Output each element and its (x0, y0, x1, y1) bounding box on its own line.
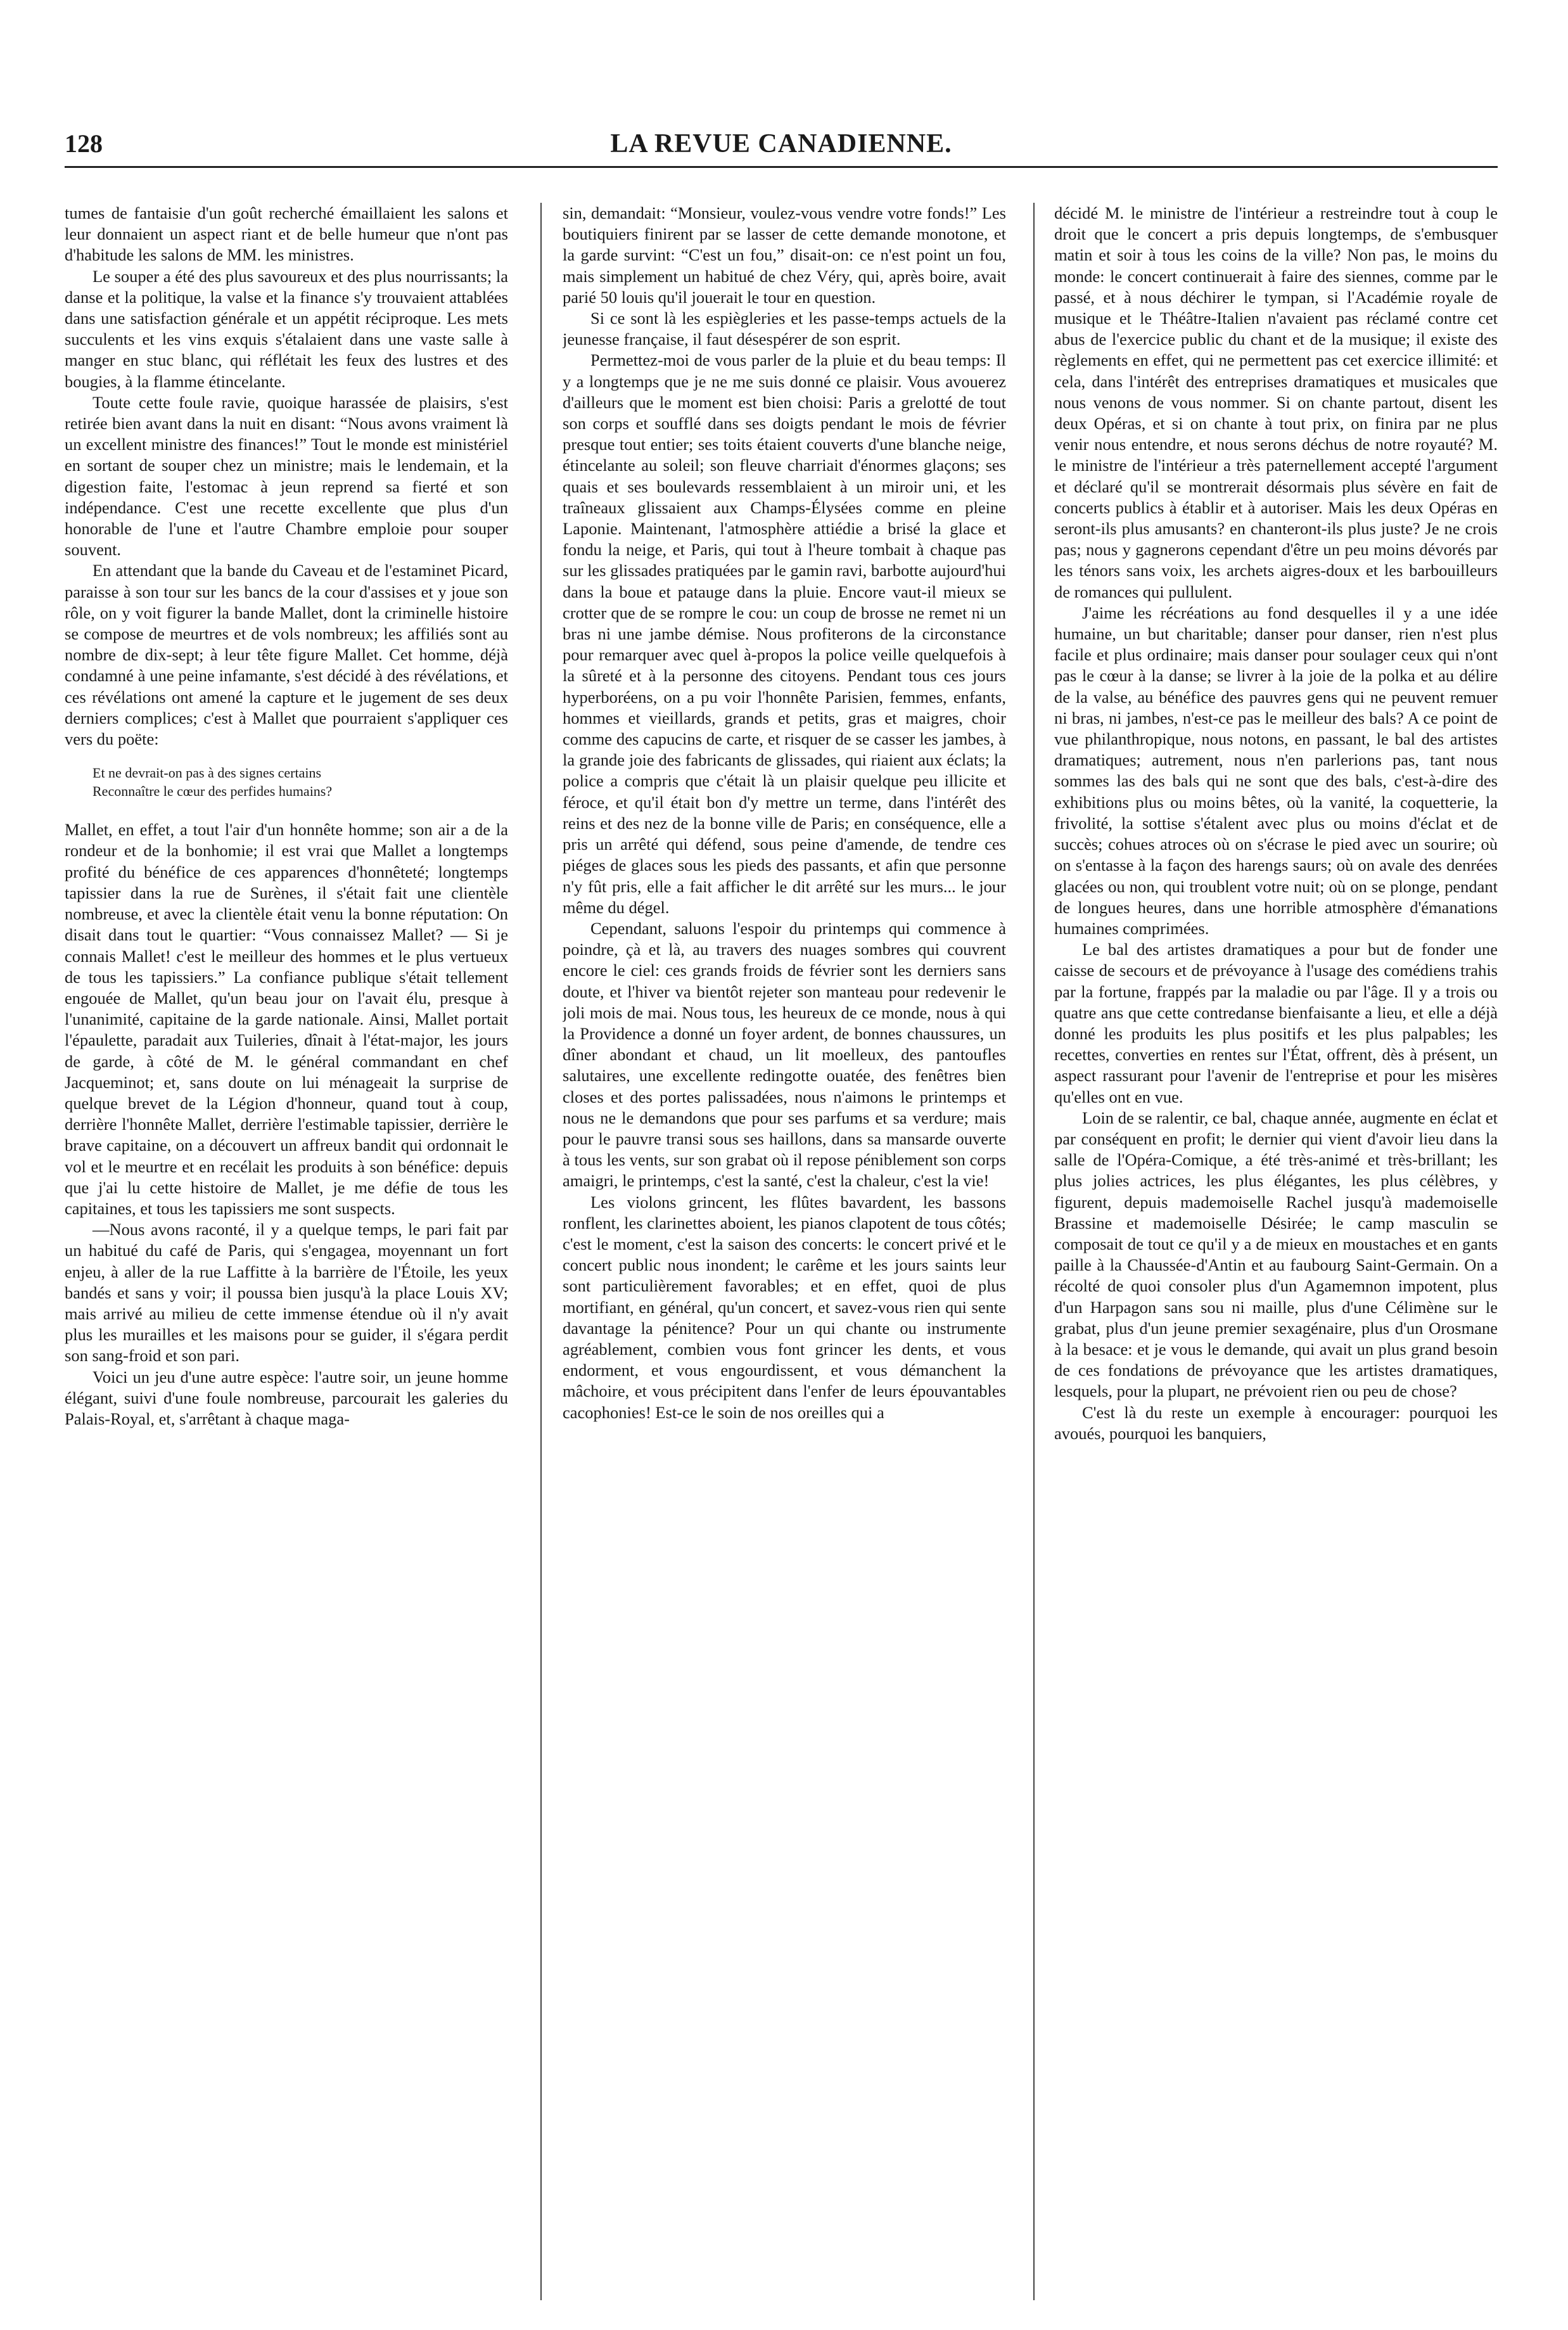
text-column-2 (563, 203, 1006, 2307)
paragraph: Voici un jeu d'une autre espèce: l'autre soir, un jeune homme élégant, suivi d'une foule nombreuse, parcourait les galeries du Palais-Royal, et, s'arrêtant à chaque maga- (65, 1367, 508, 1428)
column-divider (1033, 203, 1035, 2300)
paragraph: Les violons grincent, les flûtes bavardent, les bassons ronflent, les clarinettes aboient, les pianos clapotent de tous côtés; c'est le moment, c'est la saison des concerts: le concert privé et le concert public nous inondent; le carême et les jours saints leur sont particulièrement favorables; et en effet, quoi de plus mortifiant, en général, qu'un concert, et savez-vous rien qui sente davantage la pénitence? Pour un qui chante ou instrumente agréablement, combien vous font grincer les dents, et vous endorment, et vous engourdissent, et vous démanchent la mâchoire, et vous précipitent dans l'enfer de leurs épouvantables cacophonies! Est-ce le soin de nos oreilles qui a (563, 1192, 1006, 1422)
verse-line: Et ne devrait-on pas à des signes certains (92, 765, 322, 781)
paragraph: Loin de se ralentir, ce bal, chaque année, augmente en éclat et par conséquent en profit; le dernier qui vient d'avoir lieu dans la salle de l'Opéra-Comique, a été très-animé et très-brillant; les plus jolies actrices, les plus élégantes, les plus célèbres, y figurent, depuis mademoiselle Rachel jusqu'à mademoiselle Brassine et mademoiselle Désirée; le camp masculin se composait de tout ce qu'il y a de mieux en moustaches et en gants paille à la Chaussée-d'Antin et au faubourg Saint-Germain. On a récolté de quoi consoler plus d'un Agamemnon impotent, plus d'un Harpagon sans sou ni maille, plus d'une Célimène sur le grabat, plus d'un jeune premier sexagénaire, plus d'un Orosmane à la besace: et je vous le demande, qui avait un plus grand besoin de ces fondations de prévoyance que les artistes dramatiques, lesquels, pour la plupart, ne prévoient rien ou peu de chose? (1054, 1108, 1498, 1401)
paragraph: Toute cette foule ravie, quoique harassée de plaisirs, s'est retirée bien avant dans la nuit en disant: “Nous avons vraiment là un excellent ministre des finances!” Tout le monde est ministériel en sortant de souper chez un ministre; mais le lendemain, et la digestion faite, l'estomac à jeun reprend sa fierté et son indépendance. C'est une recette excellente que plus d'un honorable de l'une et l'autre Chambre emploie pour souper souvent. (65, 392, 508, 560)
paragraph: Si ce sont là les espiègleries et les passe-temps actuels de la jeunesse française, il faut désespérer de son esprit. (563, 309, 1006, 349)
page-header (65, 129, 1498, 160)
paragraph: Mallet, en effet, a tout l'air d'un honnête homme; son air a de la rondeur et de la bonhomie; il est vrai que Mallet a longtemps profité du bénéfice de ces apparences d'honnêteté; longtemps tapissier dans la rue de Surènes, il s'était fait une clientèle nombreuse, et avec la clientèle était venu la bonne réputation: On disait dans tout le quartier: “Vous connaissez Mallet? — Si je connais Mallet! c'est le meilleur des hommes et le plus vertueux de tous les tapissiers.” La confiance publique s'était tellement engouée de Mallet, qu'un beau jour on l'avait élu, presque à l'unanimité, capitaine de la garde nationale. Ainsi, Mallet portait l'épaulette, paradait aux Tuileries, dînait à l'état-major, les jours de garde, à côté de M. le général commandant en chef Jacqueminot; et, sans doute on lui ménageait la surprise de quelque brevet de la Légion d'honneur, quand tout à coup, derrière l'honnête Mallet, derrière l'estimable tapissier, derrière le brave capitaine, on a découvert un affreux bandit qui ordonnait le vol et le meurtre et en recélait les produits à son bénéfice: depuis que j'ai lu cette histoire de Mallet, je me défie de tous les capitaines, et tous les tapissiers me sont suspects. (65, 820, 508, 1218)
page-number: 128 (65, 129, 103, 158)
text-column-1 (65, 203, 508, 2307)
verse-quote (65, 764, 508, 800)
paragraph: Permettez-moi de vous parler de la pluie et du beau temps: Il y a longtemps que je ne me suis donné ce plaisir. Vous avouerez d'ailleurs que le moment est bien choisi: Paris a grelotté de tout son corps et soufflé dans ses doigts pendant le mois de février presque tout entier; ses toits étaient couverts d'une blanche neige, étincelante au soleil; son fleuve charriait d'énormes glaçons; ses quais et ses boulevards ressemblaient à un miroir uni, et les traîneaux glissaient aux Champs-Élysées comme en pleine Laponie. Maintenant, l'atmosphère attiédie a brisé la glace et fondu la neige, et Paris, qui tout à l'heure tombait à chaque pas sur les glissades pratiquées par le gamin ravi, barbotte aujourd'hui dans la boue et patauge dans la pluie. Encore vaut-il mieux se crotter que de se rompre le cou: un coup de brosse ne remet ni un bras ni une jambe démise. Nous profiterons de la circonstance pour remarquer avec quel à-propos la police veille quelquefois à la sûreté et à la personne des citoyens. Pendant tous ces jours hyperboréens, on a pu voir l'honnête Parisien, femmes, enfants, hommes et vieillards, grands et petits, gras et maigres, choir comme des capucins de carte, et risquer de se casser les jambes, à la grande joie des fabricants de glissades, qui riaient aux éclats; la police a compris que c'était là un plaisir quelque peu illicite et féroce, et qu'il était bon d'y mettre un terme, dans l'intérêt des reins et des nez de la bonne ville de Paris; en conséquence, elle a pris un arrêté qui défend, sous peine d'amende, de tendre ces piéges de glaces sous les pieds des passants, et afin que personne n'y fût pris, elle a fait afficher le dit arrêté sur les murs... le jour même du dégel. (563, 350, 1006, 917)
header-rule (65, 166, 1498, 168)
verse-line: Reconnaître le cœur des perfides humains? (92, 783, 333, 800)
text-column-3 (1054, 203, 1498, 2307)
paragraph: sin, demandait: “Monsieur, voulez-vous vendre votre fonds!” Les boutiquiers finirent par se lasser de cette demande monotone, et la garde survint: “C'est un fou,” disait-on: ce n'est point un fou, mais simplement un habitué de chez Véry, qui, après boire, avait parié 50 louis qu'il jouerait le tour en question. (563, 203, 1006, 307)
paragraph: tumes de fantaisie d'un goût recherché émaillaient les salons et leur donnaient un aspect riant et de belle humeur que n'ont pas d'habitude les salons de MM. les ministres. (65, 203, 508, 265)
paragraph: En attendant que la bande du Caveau et de l'estaminet Picard, paraisse à son tour sur les bancs de la cour d'assises et y joue son rôle, on y voit figurer la bande Mallet, dont la criminelle histoire se compose de meurtres et de vols nombreux; les affiliés sont au nombre de dix-sept; à leur tête figure Mallet. Cet homme, déjà condamné à une peine infamante, s'est décidé à des révélations, et ces révélations ont amené la capture et le jugement de ses deux derniers complices; c'est à Mallet que pourraient s'appliquer ces vers du poëte: (65, 561, 508, 749)
paragraph: Cependant, saluons l'espoir du printemps qui commence à poindre, çà et là, au travers des nuages sombres qui couvrent encore le ciel: ces grands froids de février sont les derniers sans doute, et l'hiver va bientôt rejeter son manteau pour redevenir le joli mois de mai. Nous tous, les heureux de ce monde, nous à qui la Providence a donné un foyer ardent, de bonnes chaussures, un dîner abondant et chaud, un lit moelleux, des pantoufles salutaires, une excellente redingotte ouatée, des fenêtres bien closes et des portes palissadées, nous n'aimons le printemps et nous ne le demandons que pour ses parfums et sa verdure; mais pour le pauvre transi sous ses haillons, dans sa mansarde ouverte à tous les vents, sur son grabat où il repose péniblement son corps amaigri, le printemps, c'est la santé, c'est la chaleur, c'est la vie! (563, 918, 1006, 1191)
paragraph: J'aime les récréations au fond desquelles il y a une idée humaine, un but charitable; danser pour danser, rien n'est plus facile et plus ordinaire; mais danser pour soulager ceux qui n'ont pas le cœur à la danse; se livrer à la joie de la polka et au délire de la valse, au bénéfice des pauvres gens qui ne peuvent remuer ni bras, ni jambes, n'est-ce pas le meilleur des bals? A ce point de vue philanthropique, nous notons, en passant, le bal des artistes dramatiques; autrement, nous n'en parlerions pas, tant nous sommes las des bals qui ne sont que des bals, c'est-à-dire des exhibitions plus ou moins bêtes, où la vanité, la coquetterie, la frivolité, la sottise s'étalent avec plus ou moins d'éclat et de succès; cohues atroces où on s'écrase le pied avec un sourire; où on s'entasse à la façon des harengs saurs; où on avale des denrées glacées ou non, qui troublent votre nuit; où on se plonge, pendant de longues heures, dans une horrible atmosphère d'émanations humaines comprimées. (1054, 603, 1498, 938)
paragraph: C'est là du reste un exemple à encourager: pourquoi les avoués, pourquoi les banquiers, (1054, 1402, 1498, 1443)
paragraph: —Nous avons raconté, il y a quelque temps, le pari fait par un habitué du café de Paris, qui s'engagea, moyennant un fort enjeu, à aller de la rue Laffitte à la barrière de l'Étoile, les yeux bandés et sans y voir; il poussa bien jusqu'à la place Louis XV; mais arrivé au milieu de cette immense étendue où il n'y avait plus les murailles et les maisons pour se guider, il s'égara perdit son sang-froid et son pari. (65, 1220, 508, 1366)
paragraph: décidé M. le ministre de l'intérieur a restreindre tout à coup le droit que le concert a pris depuis longtemps, de s'embusquer matin et soir à tous les coins de la ville? Non pas, le moins du monde: le concert continuerait à faire des siennes, comme par le passé, et à nous déchirer le tympan, si l'Académie royale de musique et le Théâtre-Italien n'avaient pas réclamé contre cet abus de l'exercice public du chant et de la musique; il existe des règlements en effet, qui ne permettent pas cet exercice illimité: et cela, dans l'intérêt des entreprises dramatiques et musicales que nous venons de vous nommer. Si on chante partout, disent les deux Opéras, et si on chante à tout prix, on finira par ne plus venir nous entendre, et nous serons déchus de notre royauté? M. le ministre de l'intérieur a très paternellement accepté l'argument et déclaré qu'il se montrerait désormais plus sévère en fait de concerts publics à établir et à autoriser. Mais les deux Opéras en seront-ils plus amusants? en chanteront-ils plus juste? Je ne crois pas; nous y gagnerons cependant d'être un peu moins dévorés par les ténors sans voix, les archets aigres-doux et les barbouilleurs de romances qui pullulent. (1054, 203, 1498, 601)
paragraph: Le souper a été des plus savoureux et des plus nourrissants; la danse et la politique, la valse et la finance s'y trouvaient attablées dans une satisfaction générale et un appétit réciproque. Les mets succulents et les vins exquis s'étalaient dans une vaste salle à manger en stuc blanc, qui réflétait les feux des lustres et des bougies, à la flamme étincelante. (65, 266, 508, 391)
running-title: LA REVUE CANADIENNE. (610, 129, 952, 158)
column-divider (540, 203, 542, 2300)
paragraph: Le bal des artistes dramatiques a pour but de fonder une caisse de secours et de prévoyance à l'usage des comédiens trahis par la fortune, frappés par la maladie ou par l'âge. Il y a trois ou quatre ans que cette contredanse bienfaisante a lieu, et elle a déjà donné les produits les plus positifs et les plus palpables; les recettes, converties en rentes sur l'État, offrent, dès à présent, un aspect rassurant pour l'avenir de l'entreprise et pour les misères qu'elles ont en vue. (1054, 940, 1498, 1106)
